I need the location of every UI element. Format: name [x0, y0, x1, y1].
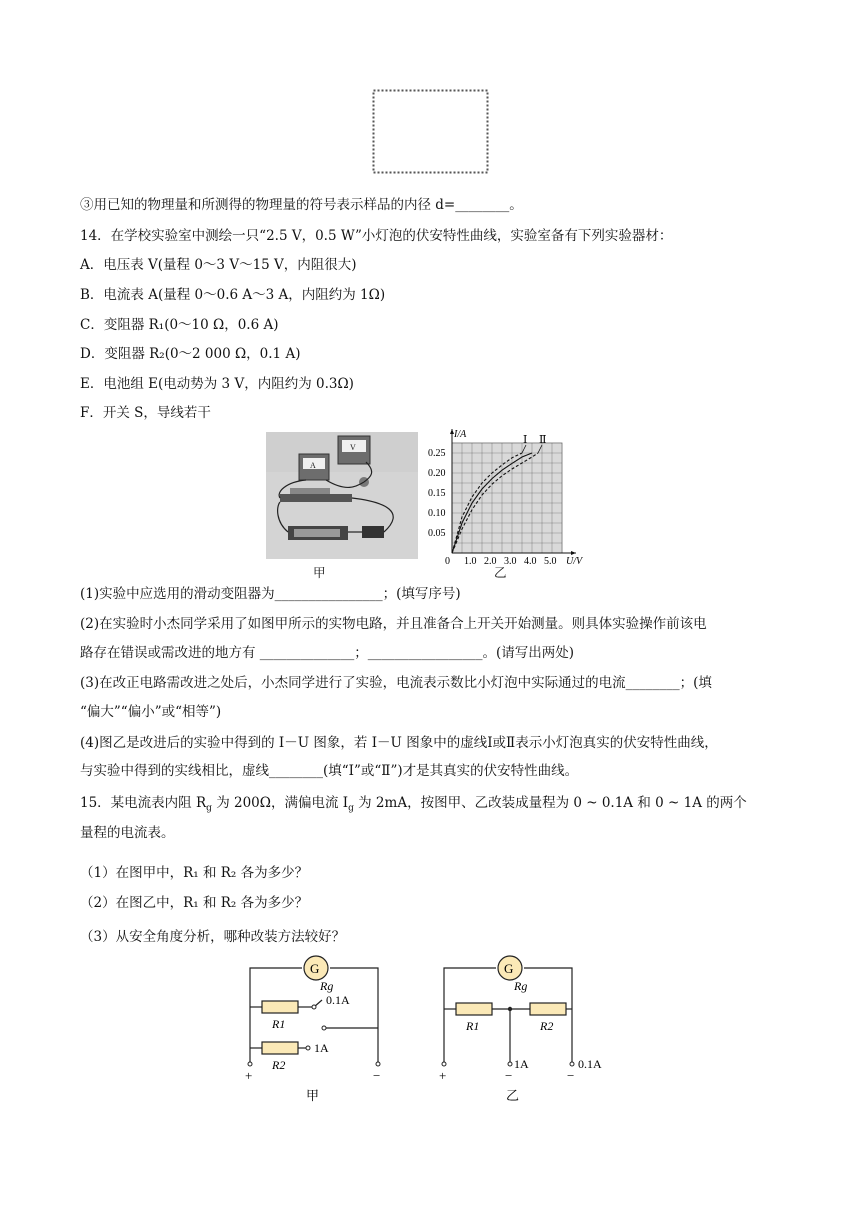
r2-label-yi: R2	[540, 1019, 554, 1033]
resistor-r2-yi	[530, 1003, 566, 1015]
circuit-jia	[236, 952, 396, 1102]
series-label: Ⅱ	[539, 434, 547, 446]
y-tick-label: 0.25	[428, 448, 446, 459]
y-tick-label: 0.20	[428, 468, 446, 479]
g-label-yi: G	[504, 961, 514, 976]
svg-text:V: V	[350, 443, 356, 452]
y-tick-label: 0.05	[428, 528, 446, 539]
q15-stem-b: 为 200Ω，满偏电流 I	[211, 795, 349, 811]
q14-option-e: E．电池组 E(电动势为 3 V，内阻约为 0.3Ω)	[80, 376, 354, 392]
answer-box	[372, 89, 490, 175]
rg-label-jia: Rg	[320, 979, 334, 993]
q14-option-d: D．变阻器 R₂(0～2 000 Ω，0.1 A)	[80, 346, 301, 362]
q15-stem	[80, 793, 747, 819]
ig-subscript: g	[348, 803, 354, 814]
q14-sub3b: “偏大”“偏小”或“相等”)	[80, 704, 222, 720]
x-tick-label: 3.0	[504, 556, 517, 567]
q15-sub1: （1）在图甲中，R₁ 和 R₂ 各为多少？	[80, 865, 309, 881]
q14-sub1: (1)实验中应选用的滑动变阻器为________________；(填写序号)	[80, 586, 461, 602]
q14-sub2a: (2)在实验时小杰同学采用了如图甲所示的实物电路，并且准备合上开关开始测量。则具体实验操作前该电	[80, 616, 707, 632]
resistor-r2-jia	[262, 1042, 298, 1054]
y-tick-label: 0.10	[428, 508, 446, 519]
caption-yi: 乙	[506, 1088, 520, 1102]
q14-option-b: B．电流表 A(量程 0～0.6 A～3 A，内阻约为 1Ω)	[80, 287, 386, 303]
iu-chart	[428, 426, 596, 576]
resistor-r1-yi	[456, 1003, 492, 1015]
minus-terminal-yi-01a: −	[567, 1068, 575, 1083]
r1-label-jia: R1	[272, 1017, 286, 1031]
q15-stem-a: 15．某电流表内阻 R	[80, 795, 207, 811]
q14-sub4b: 与实验中得到的实线相比，虚线________(填“Ⅰ”或“Ⅱ”)才是其真实的伏安特性曲线。	[80, 763, 579, 779]
x-tick-label: 5.0	[544, 556, 557, 567]
q13-part3: ③用已知的物理量和所测得的物理量的符号表示样品的内径 d=________。	[80, 197, 523, 213]
svg-text:A: A	[310, 461, 316, 470]
q14-sub3a: (3)在改正电路需改进之处后，小杰同学进行了实验，电流表示数比小灯泡中实际通过的电流________；(填	[80, 675, 712, 691]
r2-label-jia: R2	[272, 1058, 286, 1072]
q15-sub3: （3）从安全角度分析，哪种改装方法较好？	[80, 929, 346, 945]
origin-label: 0	[445, 556, 450, 567]
q14-option-c: C．变阻器 R₁(0～10 Ω，0.6 A)	[80, 317, 279, 333]
q14-option-a: A．电压表 V(量程 0～3 V～15 V，内阻很大)	[80, 257, 357, 273]
label-1a-yi: 1A	[514, 1057, 529, 1071]
x-tick-label: 1.0	[464, 556, 477, 567]
plus-terminal-yi: +	[439, 1068, 447, 1083]
circuit-yi	[430, 952, 620, 1102]
rg-subscript: g	[206, 803, 212, 814]
plot-area	[452, 443, 562, 553]
y-tick-label: 0.15	[428, 488, 446, 499]
x-tick-label: 2.0	[484, 556, 497, 567]
resistor-r1-jia	[262, 1001, 298, 1013]
q15-stem2: 量程的电流表。	[80, 825, 175, 841]
apparatus-photo	[266, 432, 418, 559]
x-tick-label: 4.0	[524, 556, 537, 567]
fig-jia-caption: 甲	[313, 565, 326, 580]
fig-yi-caption: 乙	[494, 565, 507, 580]
q14-sub4a: (4)图乙是改进后的实验中得到的 I－U 图象，若 I－U 图象中的虚线Ⅰ或Ⅱ表示小灯泡真实的伏安特性曲线，	[80, 735, 718, 751]
x-axis-arrow	[571, 551, 576, 555]
q14-stem: 14．在学校实验室中测绘一只“2.5 V，0.5 W”小灯泡的伏安特性曲线，实验室备有下列实验器材：	[80, 228, 673, 244]
rg-label-yi: Rg	[514, 979, 528, 993]
q14-option-f: F．开关 S，导线若干	[80, 405, 211, 421]
label-0-1a-yi: 0.1A	[578, 1057, 602, 1071]
label-0-1a-jia: 0.1A	[326, 993, 350, 1007]
y-axis-label: I/A	[454, 429, 467, 440]
label-1a-jia: 1A	[314, 1041, 329, 1055]
series-label: Ⅰ	[523, 434, 528, 446]
q15-stem-c: 为 2mA，按图甲、乙改装成量程为 0 ~ 0.1A 和 0 ~ 1A 的两个	[353, 795, 747, 811]
g-label-jia: G	[310, 961, 320, 976]
apparatus-drawing	[266, 432, 418, 559]
q15-sub2: （2）在图乙中，R₁ 和 R₂ 各为多少？	[80, 895, 309, 911]
x-axis-label: U/V	[566, 556, 583, 567]
q14-sub2b: 路存在错误或需改进的地方有 ______________；_________________。(请写出两处)	[80, 645, 575, 661]
minus-terminal-jia: −	[373, 1068, 381, 1083]
caption-jia: 甲	[306, 1088, 320, 1102]
r1-label-yi: R1	[466, 1019, 480, 1033]
plus-terminal-jia: +	[245, 1068, 253, 1083]
minus-terminal-yi-1a: −	[505, 1068, 513, 1083]
